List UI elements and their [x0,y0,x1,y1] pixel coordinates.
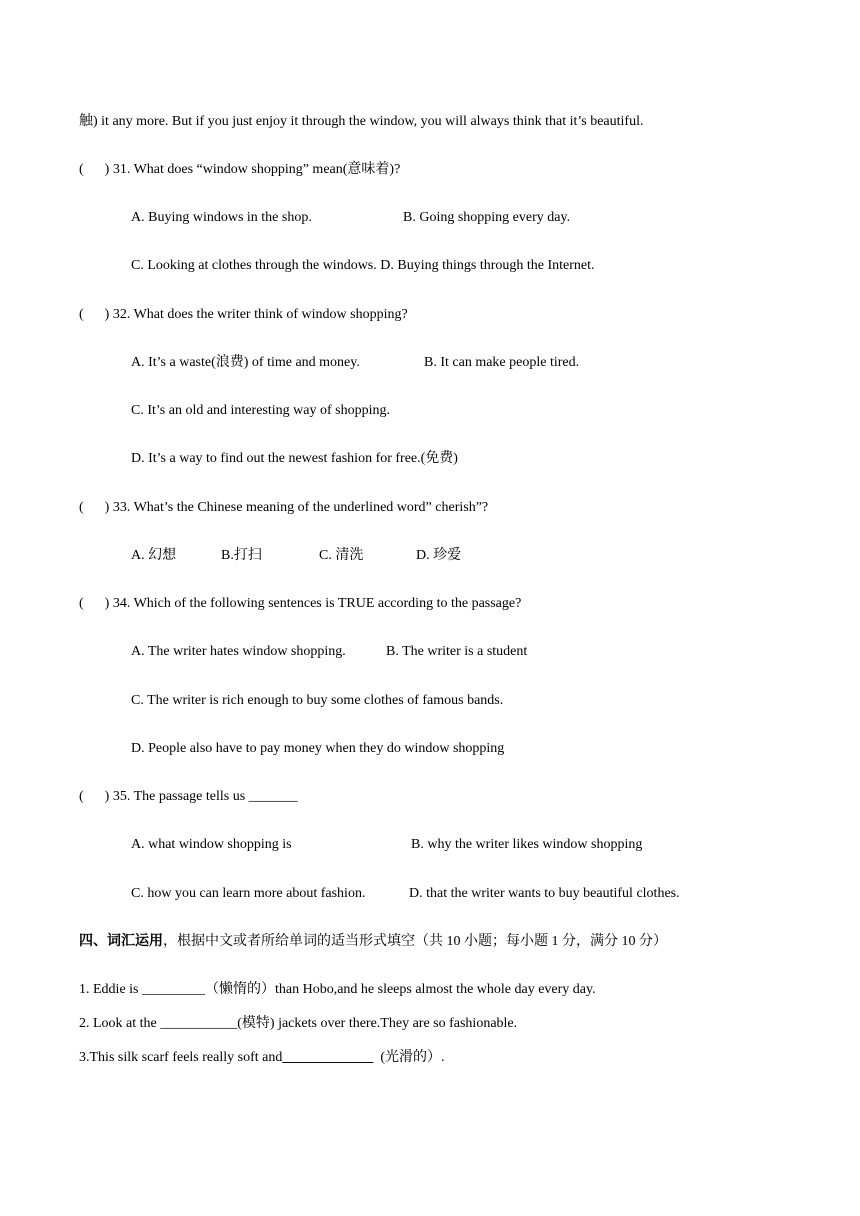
option-a: A. It’s a waste(浪费) of time and money. [131,355,360,370]
question-33 [79,499,488,517]
option-b: B. It can make people tired. [424,355,580,370]
option-row [131,209,312,227]
option-d: D. that the writer wants to buy beautiful clothes. [409,886,680,901]
option-b: B. The writer is a student [386,644,528,659]
vocab-item-2: 2. Look at the ___________(模特) jackets over there.They are so fashionable. [79,1016,518,1031]
answer-bracket[interactable]: ( ) [79,307,110,322]
option-c: C. how you can learn more about fashion. [131,886,366,901]
option-c: C. It’s an old and interesting way of shopping. [131,403,390,418]
intro-line: 触) it any more. But if you just enjoy it through the window, you will always think that it’s beautiful. [79,114,644,129]
question-stem: 31. What does “window shopping” mean(意味着)? [112,162,401,177]
answer-bracket[interactable]: ( ) [79,596,110,611]
question-stem: 32. What does the writer think of window shopping? [112,307,408,322]
option-c: C. The writer is rich enough to buy some clothes of famous bands. [131,693,504,708]
vocab-item-3 [79,1049,445,1067]
answer-bracket[interactable]: ( ) [79,500,110,515]
option-a: A. what window shopping is [131,837,292,852]
vocab-item-hint: (光滑的）. [373,1050,445,1065]
question-34 [79,595,521,613]
answer-bracket[interactable]: ( ) [79,789,110,804]
question-stem: 35. The passage tells us _______ [112,789,298,804]
question-31 [79,161,400,179]
option-b: B. why the writer likes window shopping [411,837,643,852]
section-heading-title: 四、词汇运用 [79,934,163,949]
option-d: D. It’s a way to find out the newest fashion for free.(免费) [131,451,458,466]
option-b: B. Going shopping every day. [403,210,571,225]
option-c-d: C. Looking at clothes through the windows. D. Buying things through the Internet. [131,258,595,273]
question-35 [79,788,298,806]
section-heading [79,933,667,951]
option-d: D. 珍爱 [416,548,462,563]
option-a: A. The writer hates window shopping. [131,644,346,659]
vocab-item-1: 1. Eddie is _________（懒惰的）than Hobo,and he sleeps almost the whole day every day. [79,982,596,997]
option-a: A. Buying windows in the shop. [131,210,312,225]
option-d: D. People also have to pay money when they do window shopping [131,741,505,756]
question-stem: 34. Which of the following sentences is TRUE according to the passage? [112,596,522,611]
option-b: B.打扫 [221,548,262,563]
vocab-item-text: 3.This silk scarf feels really soft and [79,1050,283,1065]
option-a: A. 幻想 [131,548,177,563]
section-heading-instructions: ，根据中文或者所给单词的适当形式填空（共 10 小题；每小题 1 分，满分 10 分） [163,934,667,949]
question-32 [79,306,408,324]
option-c: C. 清洗 [319,548,364,563]
question-stem: 33. What’s the Chinese meaning of the underlined word” cherish”? [112,500,489,515]
fill-blank[interactable]: _____________ [282,1050,374,1065]
answer-bracket[interactable]: ( ) [79,162,110,177]
